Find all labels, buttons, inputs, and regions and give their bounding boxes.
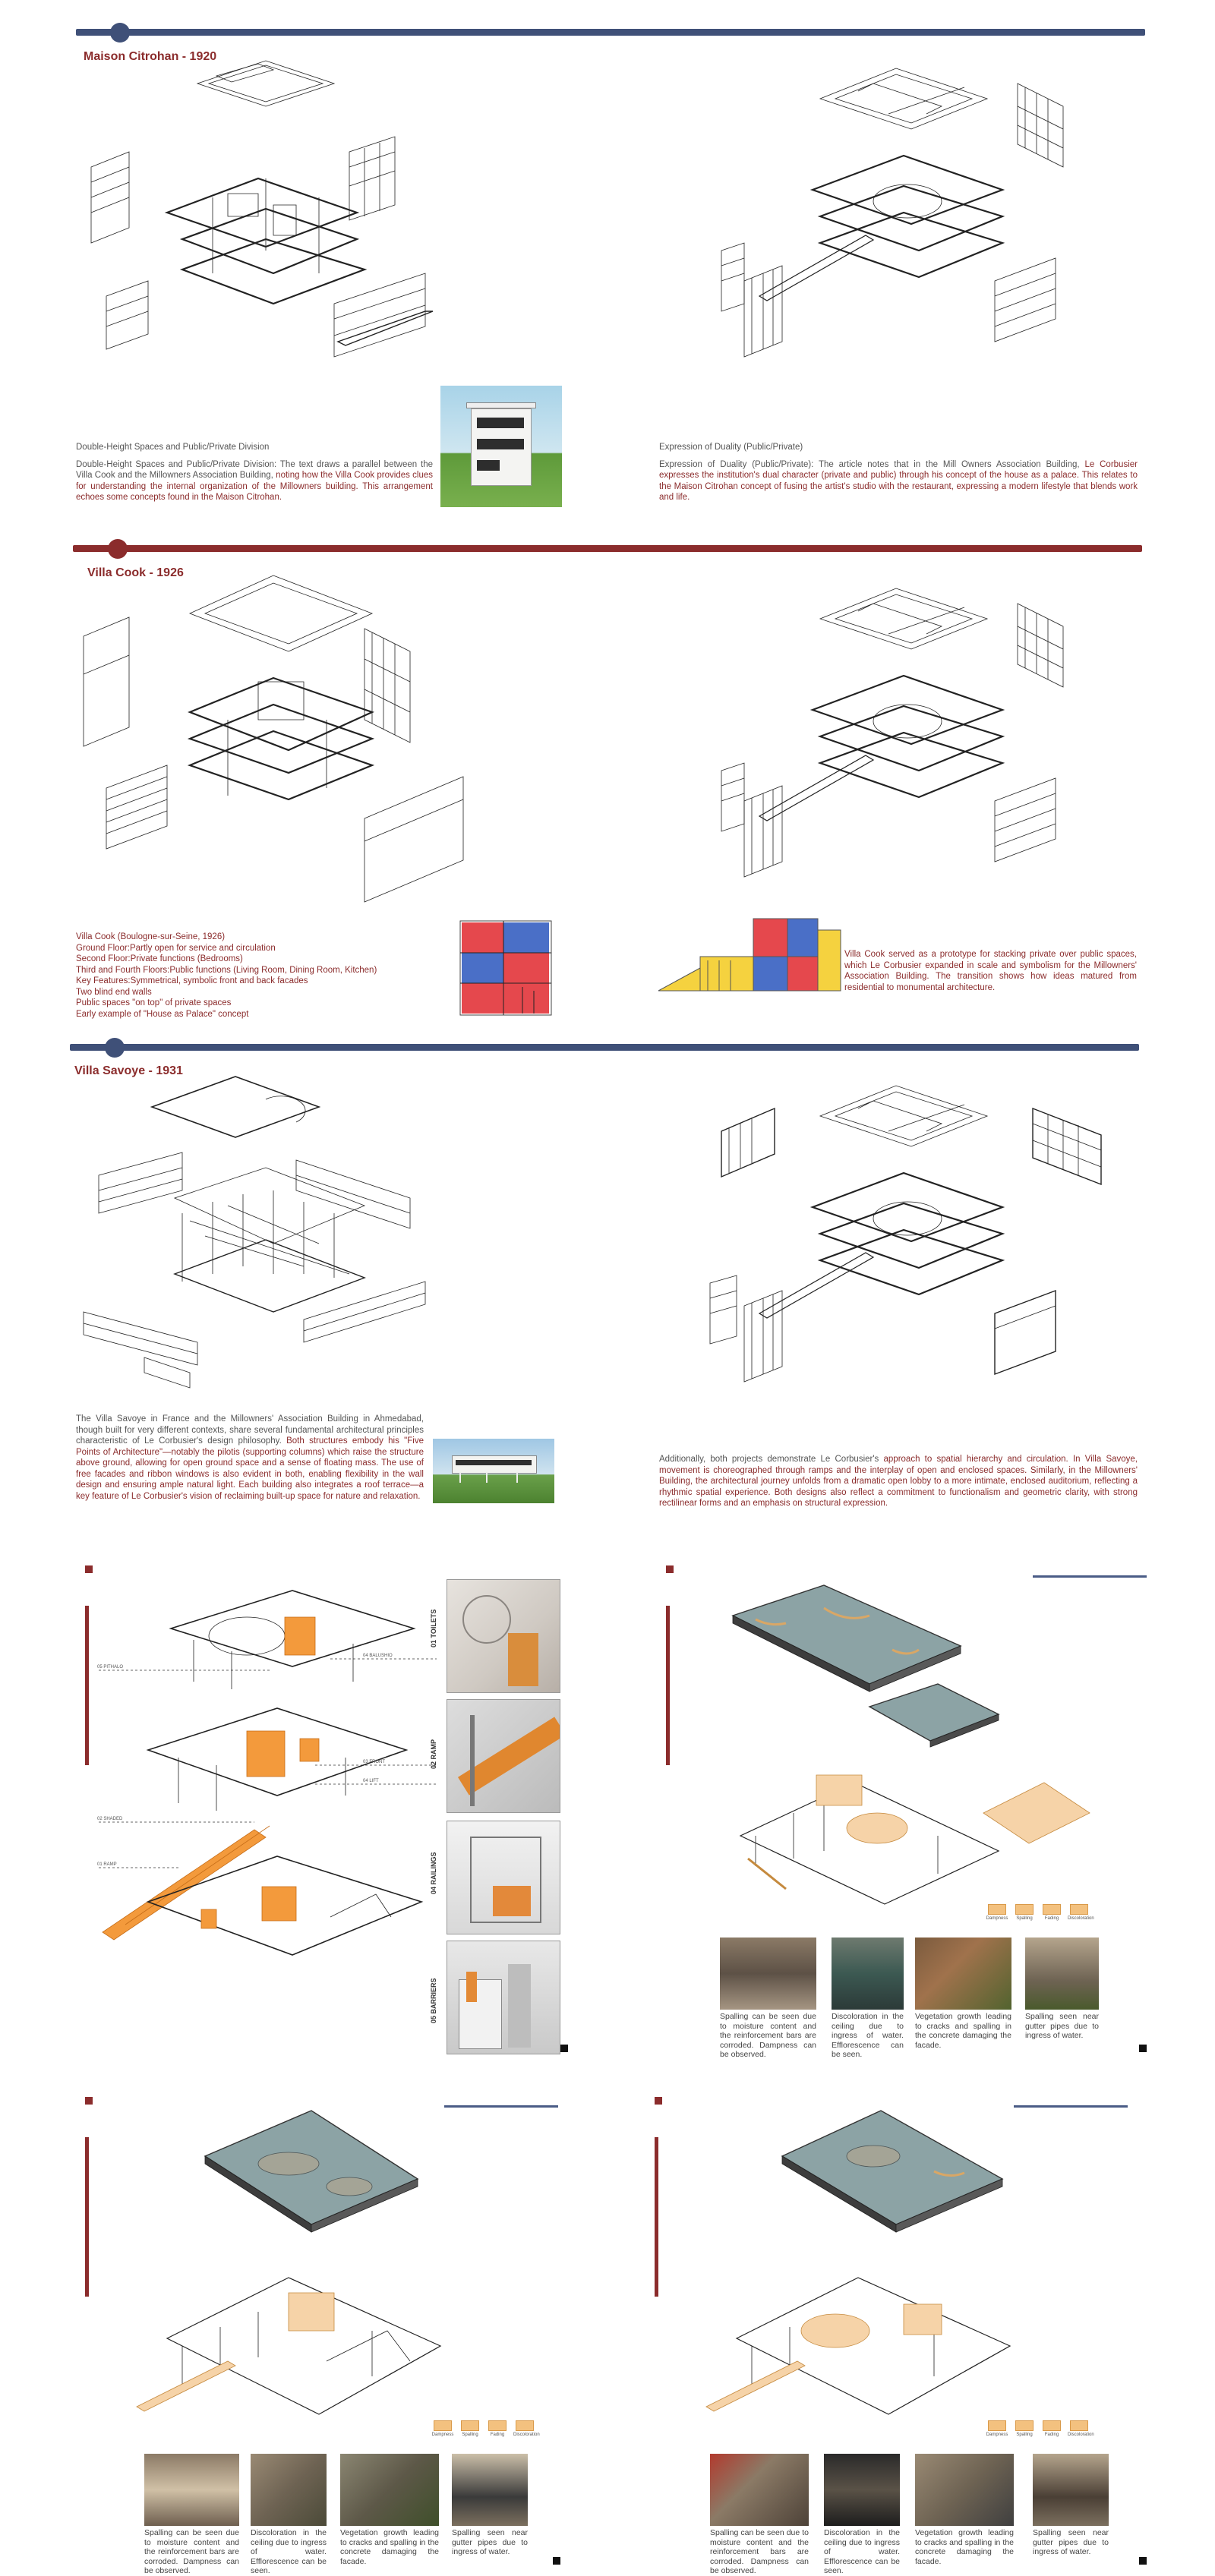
savoye-left-caption (76, 1414, 424, 1502)
damage-caption: Discoloration in the ceiling due to ingress of water. Efflorescence can be seen. (824, 2528, 900, 2575)
citrohan-exploded-axonometric (76, 53, 471, 372)
panel-marker (666, 1565, 674, 1573)
legend-label: Spalling (1016, 2433, 1033, 2437)
damage-caption: Vegetation growth leading to cracks and spalling in the concrete damaging the facade. (915, 2012, 1011, 2050)
panel-marker (85, 2097, 93, 2105)
citrohan-right-caption (659, 442, 1138, 509)
section-band-citrohan (76, 29, 1145, 36)
damage-photo-discoloration (251, 2454, 327, 2526)
legend-label: Fading (1044, 1916, 1059, 1921)
millowners-exploded-axonometric-3 (706, 1070, 1109, 1397)
section-band-savoye (70, 1044, 1139, 1051)
legend-item (513, 2420, 540, 2437)
legend-label: Spalling (462, 2433, 478, 2437)
damage-photo-gutter (1033, 2454, 1109, 2526)
condition-axonometric-b (710, 1585, 1112, 1942)
circulation-axonometric (103, 1575, 437, 2001)
damage-photo-discoloration (832, 1938, 904, 2010)
damage-caption: Spalling can be seen due to moisture content and the reinforcement bars are corroded. Dampness can be observed. (710, 2528, 809, 2575)
legend-label: Spalling (1016, 1916, 1033, 1921)
detail-photo-toilets (447, 1579, 560, 1693)
panel-accent-bar (85, 1606, 89, 1765)
damage-photo-vegetation (915, 2454, 1014, 2526)
panel-accent-bar (85, 2137, 89, 2297)
millowners-section-diagram (655, 915, 844, 998)
section-title-cook: Villa Cook - 1926 (87, 566, 184, 579)
panel-accent-line (444, 2105, 558, 2108)
legend-item (1068, 1904, 1094, 1921)
callout-label: 03 FRONT (363, 1760, 386, 1764)
cook-feature-list (76, 932, 440, 1020)
list-item: Second Floor:Private functions (Bedrooms) (76, 954, 243, 963)
section-band-marker (110, 23, 130, 43)
millowners-exploded-axonometric-2 (706, 573, 1101, 892)
legend-label: Discoloration (513, 2433, 540, 2437)
panel-marker (655, 2097, 662, 2105)
panel-end-marker (553, 2557, 560, 2565)
list-item: Early example of "House as Palace" concept (76, 1009, 249, 1019)
legend-item (1040, 2420, 1063, 2437)
damage-photo-spalling (710, 2454, 809, 2526)
damage-caption: Discoloration in the ceiling due to ingress of water. Efflorescence can be seen. (251, 2528, 327, 2575)
citrohan-left-body: Double-Height Spaces and Public/Private Division: The text draws a parallel between the Villa Cook and the Millowners Association Building, (76, 459, 433, 480)
legend-label: Dampness (986, 1916, 1008, 1921)
citrohan-right-body: Expression of Duality (Public/Private): The article notes that in the Mill Owners Association Building, (659, 459, 1080, 469)
legend-label: Dampness (431, 2433, 454, 2437)
legend-label: Discoloration (1068, 2433, 1094, 2437)
photo-side-label: 02 RAMP (430, 1739, 437, 1769)
damage-photo-vegetation (915, 1938, 1011, 2010)
damage-photo-vegetation (340, 2454, 439, 2526)
citrohan-left-heading: Double-Height Spaces and Public/Private Division (76, 443, 270, 452)
damage-photo-spalling (720, 1938, 816, 2010)
legend-item (486, 2420, 509, 2437)
cook-right-caption: Villa Cook served as a prototype for stacking private over public spaces, which Le Corbusier expanded in scale and symbolism for the Millowners' Association Building. The transition shows how ideas matured from residential to monumental architecture. (844, 950, 1137, 992)
damage-caption: Spalling seen near gutter pipes due to ingress of water. (1033, 2528, 1109, 2556)
callout-label: 01 RAMP (97, 1862, 117, 1867)
panel-accent-line (1014, 2105, 1128, 2108)
damage-caption: Vegetation growth leading to cracks and spalling in the concrete damaging the facade. (915, 2528, 1014, 2566)
legend-item (986, 2420, 1008, 2437)
photo-side-label: 05 BARRIERS (430, 1978, 437, 2023)
callout-label: 02 SHADED (97, 1817, 123, 1821)
section-band-marker (108, 539, 128, 559)
damage-caption: Discoloration in the ceiling due to ingress of water. Efflorescence can be seen. (832, 2012, 904, 2059)
damage-caption: Vegetation growth leading to cracks and spalling in the concrete damaging the facade. (340, 2528, 439, 2566)
panel-end-marker (1139, 2557, 1147, 2565)
damage-caption: Spalling seen near gutter pipes due to ingress of water. (1025, 2012, 1099, 2040)
panel-end-marker (1139, 2045, 1147, 2052)
savoye-left-body: The Villa Savoye in France and the Millowners' Association Building in Ahmedabad, though built for very different contexts, share several fundamental architectural principles characteristic of Le Corbusier's design philosophy. (76, 1414, 424, 1446)
list-item: Key Features:Symmetrical, symbolic front and back facades (76, 976, 308, 985)
legend-item (1040, 1904, 1063, 1921)
citrohan-right-highlight: Le Corbusier expresses the institution's dual character (private and public) through his concept of the house as a palace. This relates to the Maison Citrohan concept of fusing the artist's studio with the restaurant, expressing a modern lifestyle that blends work and life. (659, 459, 1138, 502)
legend-item (459, 2420, 481, 2437)
legend-label: Fading (1044, 2433, 1059, 2437)
damage-caption: Spalling seen near gutter pipes due to ingress of water. (452, 2528, 528, 2556)
damage-photo-gutter (452, 2454, 528, 2526)
legend-item (1068, 2420, 1094, 2437)
damage-legend (986, 2420, 1094, 2437)
callout-label: 05 PITHALO (97, 1665, 124, 1670)
savoye-right-caption (659, 1454, 1138, 1509)
callout-label: 04 LIFT (363, 1779, 379, 1783)
legend-label: Discoloration (1068, 1916, 1094, 1921)
damage-legend (431, 2420, 540, 2437)
legend-item (986, 1904, 1008, 1921)
citrohan-photo (440, 386, 562, 507)
savoye-right-body: Additionally, both projects demonstrate Le Corbusier's (659, 1455, 879, 1464)
condition-axonometric-d (706, 2111, 1025, 2475)
savoye-photo (433, 1439, 554, 1503)
damage-legend (986, 1904, 1094, 1921)
legend-label: Fading (490, 2433, 505, 2437)
section-band-marker (105, 1038, 125, 1058)
damage-caption: Spalling can be seen due to moisture content and the reinforcement bars are corroded. Dampness can be observed. (144, 2528, 239, 2575)
damage-photo-discoloration (824, 2454, 900, 2526)
citrohan-left-caption (76, 442, 433, 509)
panel-end-marker (560, 2045, 568, 2052)
callout-label: 04 BALUSHIO (363, 1654, 393, 1658)
photo-side-label: 01 TOILETS (430, 1609, 437, 1647)
citrohan-right-heading: Expression of Duality (Public/Private) (659, 443, 803, 452)
condition-axonometric-c (137, 2111, 456, 2475)
detail-photo-ramp (447, 1699, 560, 1813)
legend-label: Dampness (986, 2433, 1008, 2437)
list-item: Third and Fourth Floors:Public functions (Living Room, Dining Room, Kitchen) (76, 965, 377, 975)
savoye-left-highlight: Both structures embody his "Five Points of Architecture"—notably the pilotis (supporting columns) which raise the structure above ground, allowing for open ground space and a sense of floating mass. The use of free facades and ribbon windows is also evident in both, enabling flexibility in the wall design and ensuring ample natural light. Each building also integrates a roof terrace—a key feature of Le Corbusier's vision of reclaiming built-up space for nature and relaxation. (76, 1436, 424, 1501)
panel-marker (85, 1565, 93, 1573)
cook-exploded-axonometric (76, 568, 478, 902)
list-item: Ground Floor:Partly open for service and circulation (76, 943, 276, 953)
panel-accent-bar (666, 1606, 670, 1765)
savoye-right-highlight: approach to spatial hierarchy and circulation. In Villa Savoye, movement is choreographed through ramps and the interplay of open and enclosed spaces. Similarly, in the Millowners' Building, the architectural journey unfolds from a dramatic open lobby to a more intimate, enclosed auditorium, reflecting a rhythmic spatial experience. Both designs also reflect a commitment to functionalism and geometric clarity, with strong rectilinear forms and an emphasis on structural expression. (659, 1455, 1138, 1508)
section-title-savoye: Villa Savoye - 1931 (74, 1064, 183, 1077)
list-item: Two blind end walls (76, 987, 152, 997)
cook-section-diagram (454, 915, 557, 1021)
panel-accent-line (1033, 1575, 1147, 1578)
savoye-exploded-axonometric (76, 1069, 440, 1403)
millowners-exploded-axonometric-1 (706, 53, 1101, 372)
panel-accent-bar (655, 2137, 658, 2297)
detail-photo-railings (447, 1821, 560, 1934)
legend-item (1013, 2420, 1036, 2437)
list-item: Public spaces "on top" of private spaces (76, 998, 232, 1007)
section-band-cook (73, 545, 1142, 552)
damage-photo-gutter (1025, 1938, 1099, 2010)
damage-caption: Spalling can be seen due to moisture content and the reinforcement bars are corroded. Dampness can be observed. (720, 2012, 816, 2059)
legend-item (431, 2420, 454, 2437)
damage-photo-spalling (144, 2454, 239, 2526)
legend-item (1013, 1904, 1036, 1921)
section-title-citrohan: Maison Citrohan - 1920 (84, 50, 217, 63)
photo-side-label: 04 RAILINGS (430, 1852, 437, 1894)
list-item: Villa Cook (Boulogne-sur-Seine, 1926) (76, 932, 226, 941)
detail-photo-barriers (447, 1941, 560, 2054)
citrohan-left-highlight: noting how the Villa Cook provides clues for understanding the internal organization of the Millowners building. This arrangement echoes some concepts found in the Maison Citrohan. (76, 471, 433, 502)
